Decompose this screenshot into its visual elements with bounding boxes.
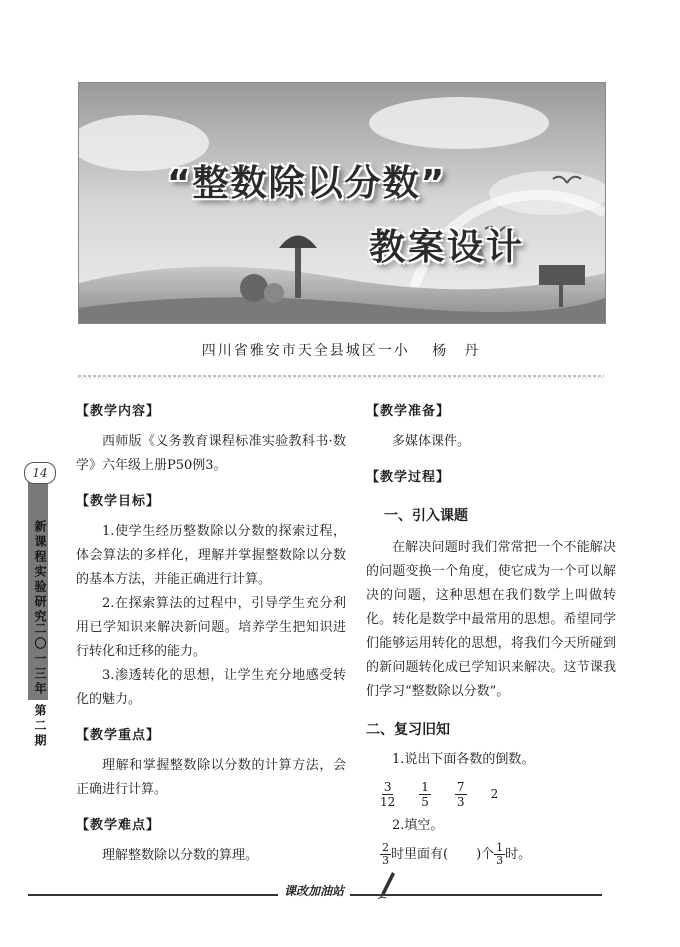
content-text: 西师版《义务教育课程标准实验教科书·数学》六年级上册P50例3。 xyxy=(76,434,346,473)
whole-number: 2 xyxy=(490,787,499,801)
question-1: 1.说出下面各数的倒数。 xyxy=(392,752,535,767)
fraction: $\frac{7}{3}$ xyxy=(456,779,465,809)
key-points-text: 理解和掌握整数除以分数的计算方法，会正确进行计算。 xyxy=(76,758,346,797)
fill-blank-exercise: $\frac{2}{3}$ 时里面有( )个 $\frac{1}{3}$ 时。 xyxy=(382,841,532,867)
preparation-text: 多媒体课件。 xyxy=(392,434,471,449)
fraction: $\frac{2}{3}$ xyxy=(382,841,389,867)
goal-item: 1.使学生经历整数除以分数的探索过程，体会算法的多样化，理解并掌握整数除以分数的基本方法，并能正确进行计算。 xyxy=(76,524,346,587)
heading-process: 【教学过程】 xyxy=(366,470,451,485)
subheading-review: 二、复习旧知 xyxy=(366,722,450,738)
fraction: $\frac{1}{3}$ xyxy=(496,841,504,867)
banner-title-line1: “整数除以分数” xyxy=(167,163,447,204)
subheading-introduction: 一、引入课题 xyxy=(384,508,468,524)
fraction: $\frac{1}{5}$ xyxy=(421,779,429,809)
goal-item: 3.渗透转化的思想，让学生充分地感受转化的魅力。 xyxy=(76,668,346,707)
introduction-text: 在解决问题时我们常常把一个不能解决的问题变换一个角度，使它成为一个可以解决的问题，这种思想在我们数学上叫做转化。转化是数学中最常用的思想。希望同学们能够运用转化的思想，将我们今天所碰到的新问题转化成已学知识来解决。这节课我们学习“整数除以分数”。 xyxy=(366,540,616,699)
goal-item: 2.在探索算法的过程中，引导学生充分利用已学知识来解决新问题。培养学生把知识进行转化和迁移的能力。 xyxy=(76,596,346,659)
pen-icon xyxy=(376,870,396,900)
fraction: $\frac{3}{12}$ xyxy=(380,779,396,809)
author-line: 四川省雅安市天全县城区一小 杨 丹 xyxy=(201,343,481,359)
heading-preparation: 【教学准备】 xyxy=(366,404,451,419)
footer-label: 课改加油站 xyxy=(278,882,350,899)
journal-name: 新课程实验研究 xyxy=(33,520,47,625)
ornamental-divider xyxy=(78,372,604,380)
heading-difficulties: 【教学难点】 xyxy=(76,818,161,833)
heading-content: 【教学内容】 xyxy=(76,404,161,419)
header-banner xyxy=(78,82,606,324)
heading-key-points: 【教学重点】 xyxy=(76,728,161,743)
left-column xyxy=(76,400,346,868)
heading-goals: 【教学目标】 xyxy=(76,494,161,509)
difficulties-text: 理解整数除以分数的算理。 xyxy=(102,848,259,863)
banner-title-line2: 教案设计 xyxy=(369,227,526,268)
question-2: 2.填空。 xyxy=(392,818,444,833)
reciprocal-exercise xyxy=(380,774,616,814)
page-number: 14 xyxy=(24,462,56,484)
journal-issue: 二〇一三年 第二期 xyxy=(33,622,47,750)
right-column xyxy=(366,400,616,867)
